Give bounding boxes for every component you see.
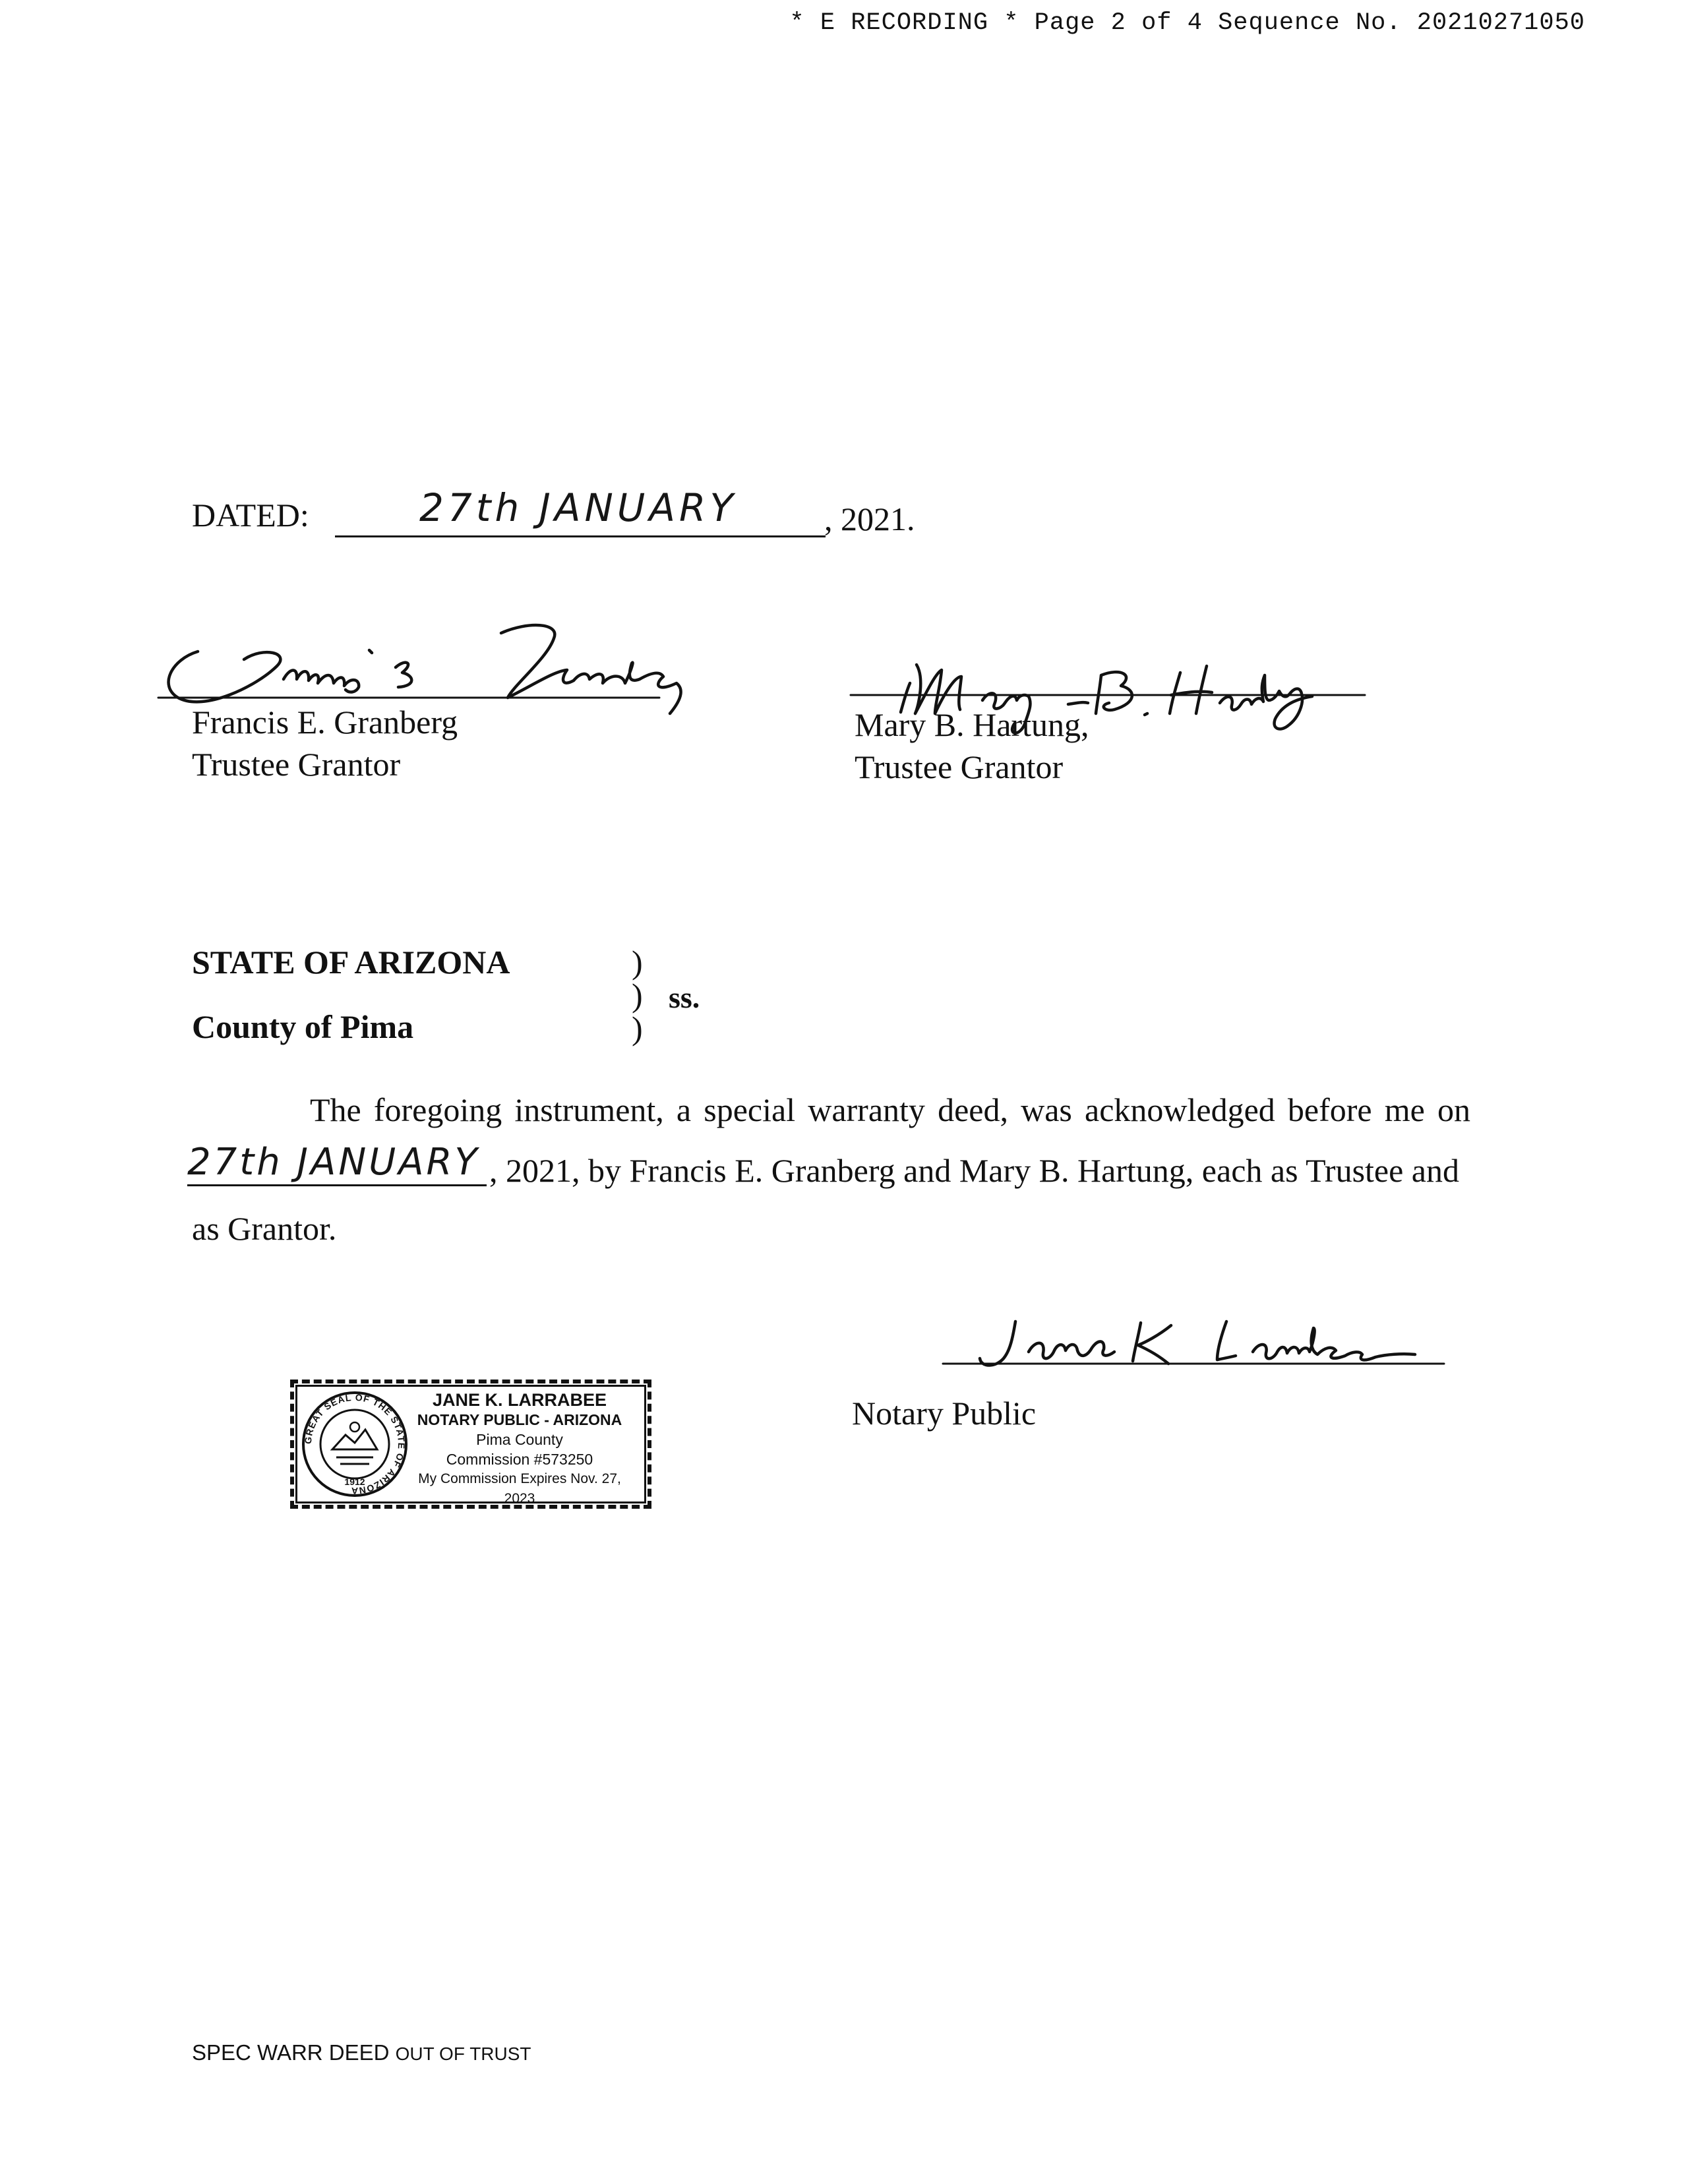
footer-doc-type-small: OUT OF TRUST [395,2044,531,2064]
venue-county: County of Pima [192,1008,414,1045]
dated-year: , 2021. [824,501,915,537]
acknowledgment-date-underline [187,1184,487,1186]
venue-ss: ss. [669,981,700,1014]
seal-year: 1912 [344,1476,365,1487]
signer-1-role: Trustee Grantor [192,746,401,783]
dated-handwritten-date: 27th JANUARY [419,485,737,530]
arizona-seal-icon [299,1389,410,1500]
recording-header: * E RECORDING * Page 2 of 4 Sequence No. 20210271050 [789,9,1585,37]
stamp-text-block [401,1390,638,1509]
stamp-notary-title: NOTARY PUBLIC - ARIZONA [417,1411,622,1428]
venue-paren-3: ) [632,1010,643,1046]
acknowledgment-line-1: The foregoing instrument, a special warranty deed, was acknowledged before me on [310,1091,1470,1128]
notary-signature [943,1312,1444,1385]
footer-doc-type-main: SPEC WARR DEED [192,2040,390,2065]
signer-2-role: Trustee Grantor [855,748,1064,785]
footer-doc-type [192,2040,531,2065]
signer-2-name: Mary B. Hartung, [855,706,1089,743]
venue-paren-2: ) [632,977,643,1014]
dated-underline [335,535,826,537]
stamp-commission: Commission #573250 [446,1451,593,1468]
acknowledgment-line-2: , 2021, by Francis E. Granberg and Mary B. Hartung, each as Trustee and [489,1152,1459,1189]
signer-1-name: Francis E. Granberg [192,704,458,741]
acknowledgment-line-3: as Grantor. [192,1210,337,1247]
notary-public-label: Notary Public [852,1395,1037,1432]
dated-label: DATED: [192,497,309,533]
stamp-expiration: My Commission Expires Nov. 27, 2023 [418,1471,621,1506]
notary-stamp [290,1380,651,1509]
acknowledgment-handwritten-date: 27th JANUARY [187,1141,480,1184]
venue-paren-1: ) [632,944,643,981]
stamp-county: Pima County [476,1431,563,1448]
seal-ring-text: GREAT SEAL OF THE STATE OF ARIZONA [302,1391,407,1497]
venue-state: STATE OF ARIZONA [192,944,510,981]
stamp-notary-name: JANE K. LARRABEE [432,1390,607,1410]
